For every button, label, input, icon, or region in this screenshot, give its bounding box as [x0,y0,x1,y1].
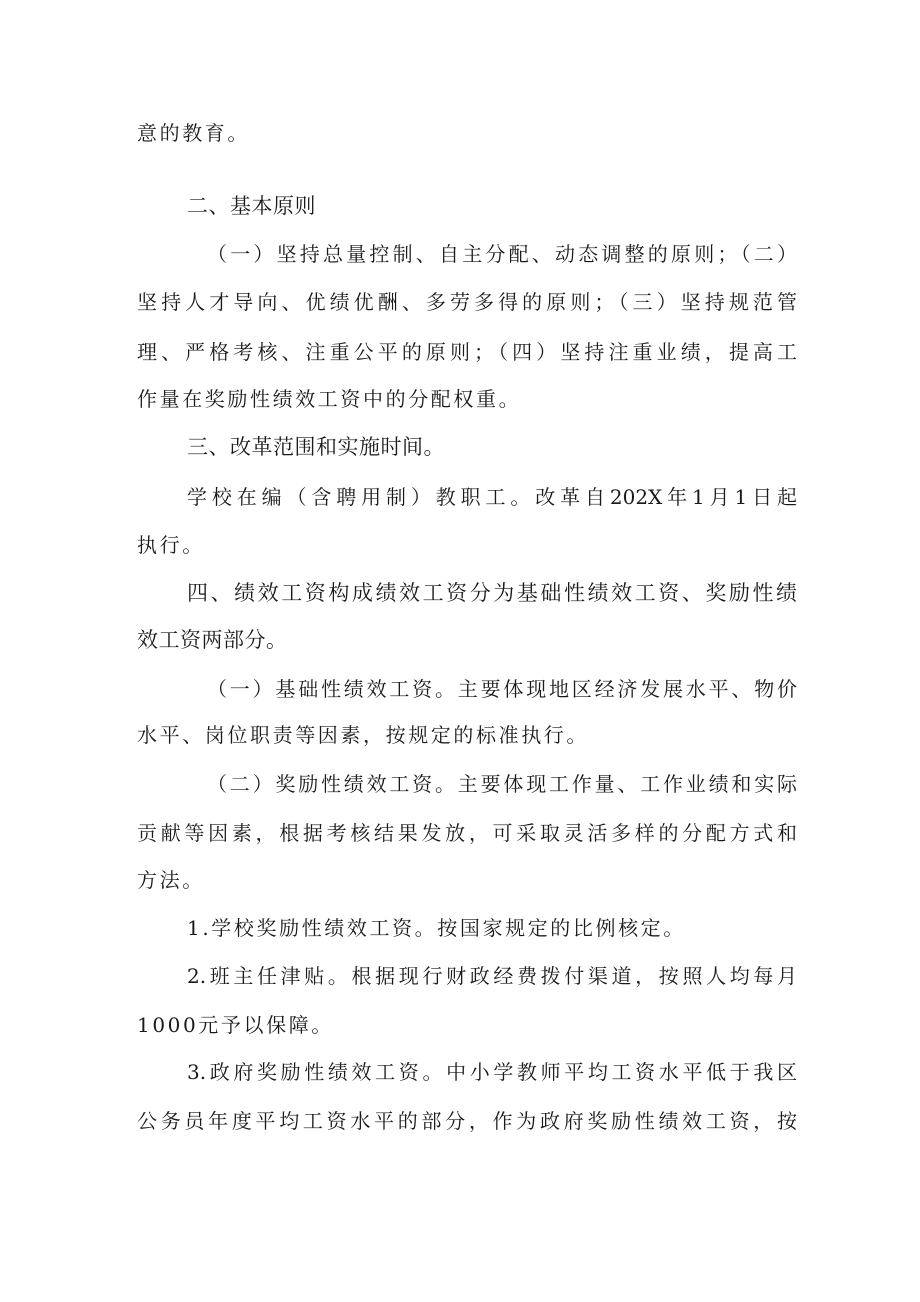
paragraph-line: 方法。 [137,868,205,892]
paragraph-line: （一）坚持总量控制、自主分配、动态调整的原则；（二） [207,242,797,266]
paragraph-line: 执行。 [137,533,205,557]
section-heading-basic-principles: 二、基本原则 [187,194,316,218]
section-heading-structure-cont: 效工资两部分。 [137,628,288,652]
paragraph-line: 1000元予以保障。 [137,1013,334,1037]
paragraph-line: 作量在奖励性绩效工资中的分配权重。 [137,387,522,411]
paragraph-line: （二）奖励性绩效工资。主要体现工作量、工作业绩和实际 [207,772,797,796]
paragraph-line: 意的教育。 [137,121,250,145]
section-heading-structure: 四、绩效工资构成绩效工资分为基础性绩效工资、奖励性绩 [187,581,797,605]
section-heading-scope: 三、改革范围和实施时间。 [187,435,445,459]
list-item-1: 1.学校奖励性绩效工资。按国家规定的比例核定。 [187,916,686,940]
paragraph-line: 学校在编（含聘用制）教职工。改革自202X年1月1日起 [187,485,797,509]
paragraph-line: （一）基础性绩效工资。主要体现地区经济发展水平、物价 [207,677,797,701]
paragraph-line: 理、严格考核、注重公平的原则；（四）坚持注重业绩，提高工 [137,340,797,364]
paragraph-line: 坚持人才导向、优绩优酬、多劳多得的原则；（三）坚持规范管 [137,290,797,314]
paragraph-line: 水平、岗位职责等因素，按规定的标准执行。 [137,723,589,747]
paragraph-line: 贡献等因素，根据考核结果发放，可采取灵活多样的分配方式和 [137,821,797,845]
list-item-2: 2.班主任津贴。根据现行财政经费拨付渠道，按照人均每月 [187,964,797,988]
paragraph-line: 公务员年度平均工资水平的部分，作为政府奖励性绩效工资，按 [137,1109,797,1133]
list-item-3: 3.政府奖励性绩效工资。中小学教师平均工资水平低于我区 [187,1060,797,1084]
